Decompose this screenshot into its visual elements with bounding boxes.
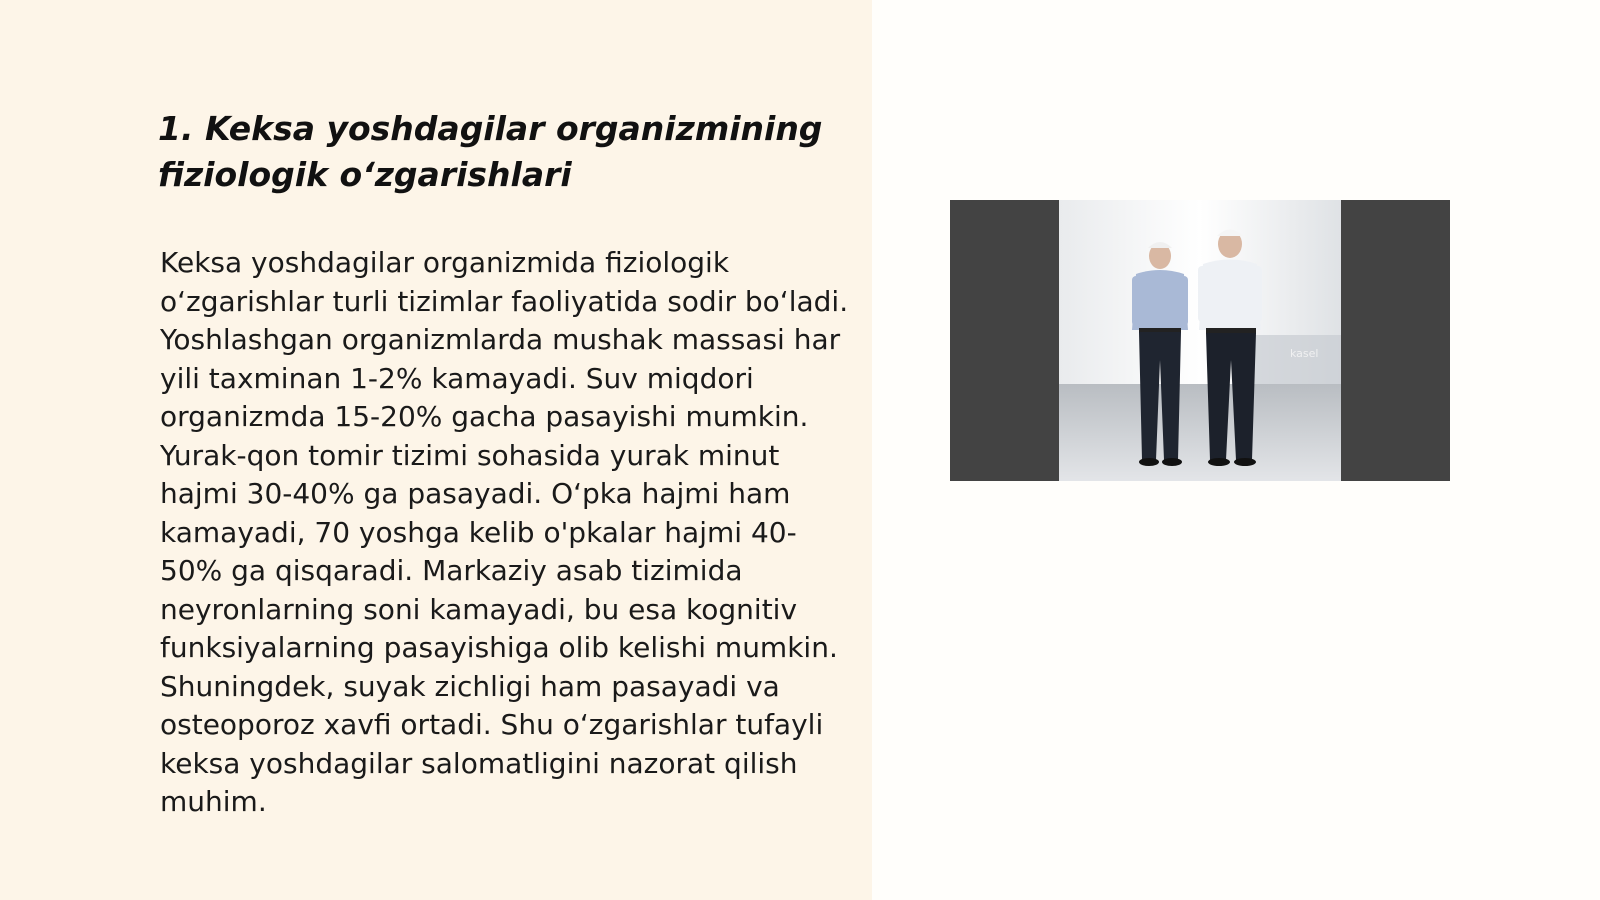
photo-illustration: [950, 200, 1450, 481]
slide-title: 1. Keksa yoshdagilar organizmining fiziologik o‘zgarishlari: [158, 109, 823, 194]
logo-watermark: kasel: [1290, 347, 1319, 360]
slide-body-text: Keksa yoshdagilar organizmida fiziologik o‘zgarishlar turli tizimlar faoliyatida sodir bo‘ladi. Yoshlashgan organizmlarda mushak massasi har yili taxminan 1-2% kamayadi. Suv miqdori organizmda 15-20% gacha pasayishi mumkin. Yurak-qon tomir tizimi sohasida yurak minut hajmi 30-40% ga pasayadi. O‘pka hajmi ham kamayadi, 70 yoshga kelib o'pkalar hajmi 40-50% ga qisqaradi. Markaziy asab tizimida neyronlarning soni kamayadi, bu esa kognitiv funksiyalarning pasayishiga olib kelishi mumkin. Shuningdek, suyak zichligi ham pasayadi va osteoporoz xavfi ortadi. Shu o‘zgarishlar tufayli keksa yoshdagilar salomatligini nazorat qilish muhim.: [160, 246, 849, 818]
photo-two-elderly-men: [950, 200, 1450, 481]
